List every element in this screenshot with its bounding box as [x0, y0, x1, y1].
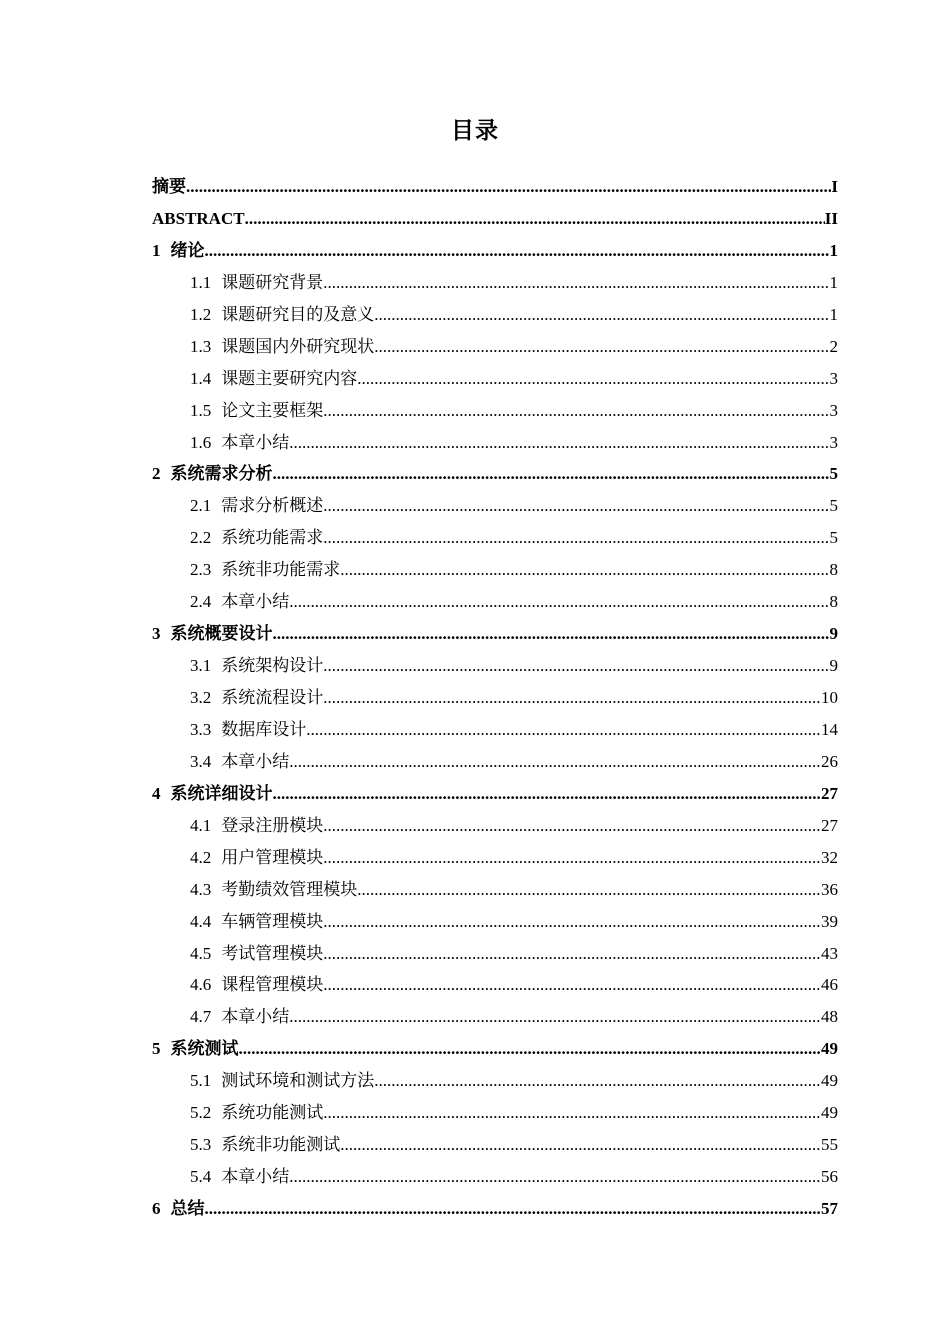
toc-section-entry[interactable]: [152, 299, 838, 331]
toc-dot-leader: [357, 363, 829, 395]
toc-entry-title: 系统功能需求: [221, 528, 324, 548]
toc-entry-number: 3: [152, 624, 161, 644]
toc-entry-title: 课题研究背景: [221, 272, 324, 292]
toc-entry-number: 4.6: [190, 975, 212, 995]
toc-page-number: 3: [829, 368, 838, 388]
toc-entry-number: 3.3: [190, 719, 212, 739]
toc-entry-title: 考勤绩效管理模块: [221, 879, 358, 899]
toc-dot-leader: [289, 586, 829, 618]
toc-section-entry[interactable]: [152, 522, 838, 554]
toc-entry-number: 1.2: [190, 304, 212, 324]
toc-entry-title: 系统功能测试: [221, 1103, 324, 1123]
toc-section-entry[interactable]: [152, 1161, 838, 1193]
toc-dot-leader: [323, 682, 821, 714]
toc-section-entry[interactable]: [152, 810, 838, 842]
toc-entry-title: 数据库设计: [221, 719, 307, 739]
toc-chapter-entry[interactable]: [152, 203, 838, 235]
toc-page-number: 49: [821, 1103, 838, 1123]
toc-dot-leader: [323, 267, 829, 299]
toc-page-number: 3: [829, 400, 838, 420]
table-of-contents: [152, 171, 838, 1225]
toc-dot-leader: [239, 1033, 822, 1065]
toc-entry-number: 3.1: [190, 656, 212, 676]
toc-entry-number: 1: [152, 240, 161, 260]
toc-dot-leader: [289, 1161, 821, 1193]
toc-dot-leader: [340, 554, 829, 586]
toc-section-entry[interactable]: [152, 554, 838, 586]
toc-entry-number: 5: [152, 1039, 161, 1059]
toc-dot-leader: [374, 1065, 821, 1097]
toc-entry-title: 系统测试: [170, 1039, 239, 1059]
toc-entry-number: 4.5: [190, 943, 212, 963]
toc-page-number: 36: [821, 879, 838, 899]
toc-page-number: II: [824, 208, 838, 228]
toc-page-number: 3: [829, 432, 838, 452]
toc-entry-title: 论文主要框架: [221, 400, 324, 420]
toc-entry-number: 1.3: [190, 336, 212, 356]
toc-entry-title: 系统架构设计: [221, 656, 324, 676]
toc-entry-number: 2: [152, 464, 161, 484]
toc-page-number: 5: [829, 528, 838, 548]
toc-page-number: 8: [829, 560, 838, 580]
toc-dot-leader: [323, 395, 829, 427]
toc-chapter-entry[interactable]: [152, 171, 838, 203]
toc-entry-title: 测试环境和测试方法: [221, 1071, 375, 1091]
toc-section-entry[interactable]: [152, 490, 838, 522]
toc-page-number: 49: [821, 1071, 838, 1091]
toc-section-entry[interactable]: [152, 842, 838, 874]
toc-page-number: 27: [821, 783, 838, 803]
toc-dot-leader: [323, 906, 821, 938]
toc-entry-title: 课程管理模块: [221, 975, 324, 995]
toc-entry-title: 总结: [170, 1199, 205, 1218]
toc-section-entry[interactable]: [152, 267, 838, 299]
toc-entry-number: 5.4: [190, 1167, 212, 1187]
toc-page-number: 26: [821, 751, 838, 771]
toc-entry-title: 系统需求分析: [170, 464, 273, 484]
toc-entry-title: 本章小结: [221, 592, 290, 612]
toc-chapter-entry[interactable]: [152, 778, 838, 810]
toc-entry-title: 系统流程设计: [221, 688, 324, 707]
toc-page-number: 27: [821, 815, 838, 835]
toc-page-number: 1: [829, 272, 838, 292]
toc-chapter-entry[interactable]: [152, 458, 838, 490]
toc-entry-title: 本章小结: [221, 751, 290, 771]
toc-page-number: 48: [821, 1007, 838, 1027]
toc-page-number: 56: [821, 1167, 838, 1187]
toc-entry-title: 需求分析概述: [221, 496, 324, 516]
toc-entry-title: 登录注册模块: [221, 815, 324, 835]
toc-dot-leader: [289, 746, 821, 778]
toc-entry-number: 6: [152, 1199, 161, 1218]
toc-page-number: 5: [829, 464, 838, 484]
page-title: 目录: [451, 118, 499, 144]
toc-entry-number: 1.5: [190, 400, 212, 420]
toc-entry-title: 课题主要研究内容: [221, 368, 358, 388]
toc-page-number: 1: [829, 240, 838, 260]
toc-dot-leader: [323, 969, 821, 1001]
toc-entry-title: 车辆管理模块: [221, 911, 324, 931]
toc-section-entry[interactable]: [152, 938, 838, 970]
toc-page-number: I: [831, 177, 838, 196]
toc-dot-leader: [323, 490, 829, 522]
toc-entry-number: 3.2: [190, 688, 212, 707]
toc-chapter-entry[interactable]: [152, 1193, 838, 1225]
toc-section-entry[interactable]: [152, 1097, 838, 1129]
toc-entry-number: 4.1: [190, 815, 212, 835]
toc-entry-number: 1.1: [190, 272, 212, 292]
toc-dot-leader: [323, 938, 821, 970]
toc-entry-number: 2.1: [190, 496, 212, 516]
toc-dot-leader: [374, 331, 829, 363]
toc-dot-leader: [273, 458, 830, 490]
toc-section-entry[interactable]: [152, 746, 838, 778]
toc-section-entry[interactable]: [152, 906, 838, 938]
toc-page-number: 1: [829, 304, 838, 324]
toc-section-entry[interactable]: [152, 682, 838, 714]
toc-page-number: 46: [821, 975, 838, 995]
toc-entry-number: 4.4: [190, 911, 212, 931]
toc-entry-title: 摘要: [152, 177, 186, 196]
toc-dot-leader: [186, 171, 831, 203]
toc-entry-title: 考试管理模块: [221, 943, 324, 963]
toc-entry-title: 系统概要设计: [170, 624, 273, 644]
toc-page-number: 39: [821, 911, 838, 931]
toc-page-number: 2: [829, 336, 838, 356]
toc-dot-leader: [306, 714, 821, 746]
toc-dot-leader: [323, 842, 821, 874]
toc-dot-leader: [357, 874, 821, 906]
toc-page-number: 10: [821, 688, 838, 707]
toc-dot-leader: [323, 810, 821, 842]
toc-entry-title: 本章小结: [221, 1007, 290, 1027]
toc-section-entry[interactable]: [152, 363, 838, 395]
toc-entry-title: 用户管理模块: [221, 847, 324, 867]
toc-page-number: 55: [821, 1135, 838, 1155]
toc-dot-leader: [273, 778, 822, 810]
toc-chapter-entry[interactable]: [152, 1033, 838, 1065]
toc-entry-number: 4.3: [190, 879, 212, 899]
toc-entry-number: 5.1: [190, 1071, 212, 1091]
toc-dot-leader: [289, 1001, 821, 1033]
toc-page-number: 5: [829, 496, 838, 516]
toc-page-number: 57: [821, 1199, 838, 1218]
toc-entry-title: 本章小结: [221, 432, 290, 452]
toc-section-entry[interactable]: [152, 714, 838, 746]
toc-page-number: 49: [821, 1039, 838, 1059]
toc-dot-leader: [245, 203, 825, 235]
toc-dot-leader: [323, 650, 829, 682]
toc-dot-leader: [323, 522, 829, 554]
toc-entry-title: 课题国内外研究现状: [221, 336, 375, 356]
toc-entry-number: 4.2: [190, 847, 212, 867]
toc-entry-title: 课题研究目的及意义: [221, 304, 375, 324]
toc-entry-title: 本章小结: [221, 1167, 290, 1187]
toc-chapter-entry[interactable]: [152, 235, 838, 267]
toc-dot-leader: [205, 1193, 822, 1225]
toc-dot-leader: [205, 235, 830, 267]
toc-entry-title: 系统详细设计: [170, 783, 273, 803]
toc-dot-leader: [340, 1129, 821, 1161]
toc-entry-number: 2.3: [190, 560, 212, 580]
toc-entry-number: 1.4: [190, 368, 212, 388]
toc-entry-number: 5.2: [190, 1103, 212, 1123]
toc-page-number: 14: [821, 719, 838, 739]
toc-page-number: 9: [829, 656, 838, 676]
toc-page-number: 8: [829, 592, 838, 612]
toc-section-entry[interactable]: [152, 427, 838, 459]
toc-entry-number: 4: [152, 783, 161, 803]
toc-entry-title: 系统非功能测试: [221, 1135, 341, 1155]
toc-section-entry[interactable]: [152, 1065, 838, 1097]
toc-entry-number: 4.7: [190, 1007, 212, 1027]
toc-entry-number: 5.3: [190, 1135, 212, 1155]
toc-dot-leader: [374, 299, 829, 331]
toc-section-entry[interactable]: [152, 874, 838, 906]
toc-page-number: 32: [821, 847, 838, 867]
toc-section-entry[interactable]: [152, 331, 838, 363]
toc-page-number: 43: [821, 943, 838, 963]
toc-section-entry[interactable]: [152, 650, 838, 682]
toc-section-entry[interactable]: [152, 586, 838, 618]
toc-entry-number: 1.6: [190, 432, 212, 452]
toc-entry-number: 2.4: [190, 592, 212, 612]
toc-entry-title: 系统非功能需求: [221, 560, 341, 580]
toc-section-entry[interactable]: [152, 1001, 838, 1033]
toc-section-entry[interactable]: [152, 395, 838, 427]
toc-dot-leader: [289, 427, 829, 459]
toc-section-entry[interactable]: [152, 969, 838, 1001]
toc-entry-number: 2.2: [190, 528, 212, 548]
toc-chapter-entry[interactable]: [152, 618, 838, 650]
toc-entry-number: 3.4: [190, 751, 212, 771]
toc-section-entry[interactable]: [152, 1129, 838, 1161]
toc-dot-leader: [323, 1097, 821, 1129]
toc-dot-leader: [273, 618, 830, 650]
toc-entry-title: 绪论: [170, 240, 205, 260]
toc-page-number: 9: [829, 624, 838, 644]
toc-entry-title: ABSTRACT: [152, 208, 245, 228]
